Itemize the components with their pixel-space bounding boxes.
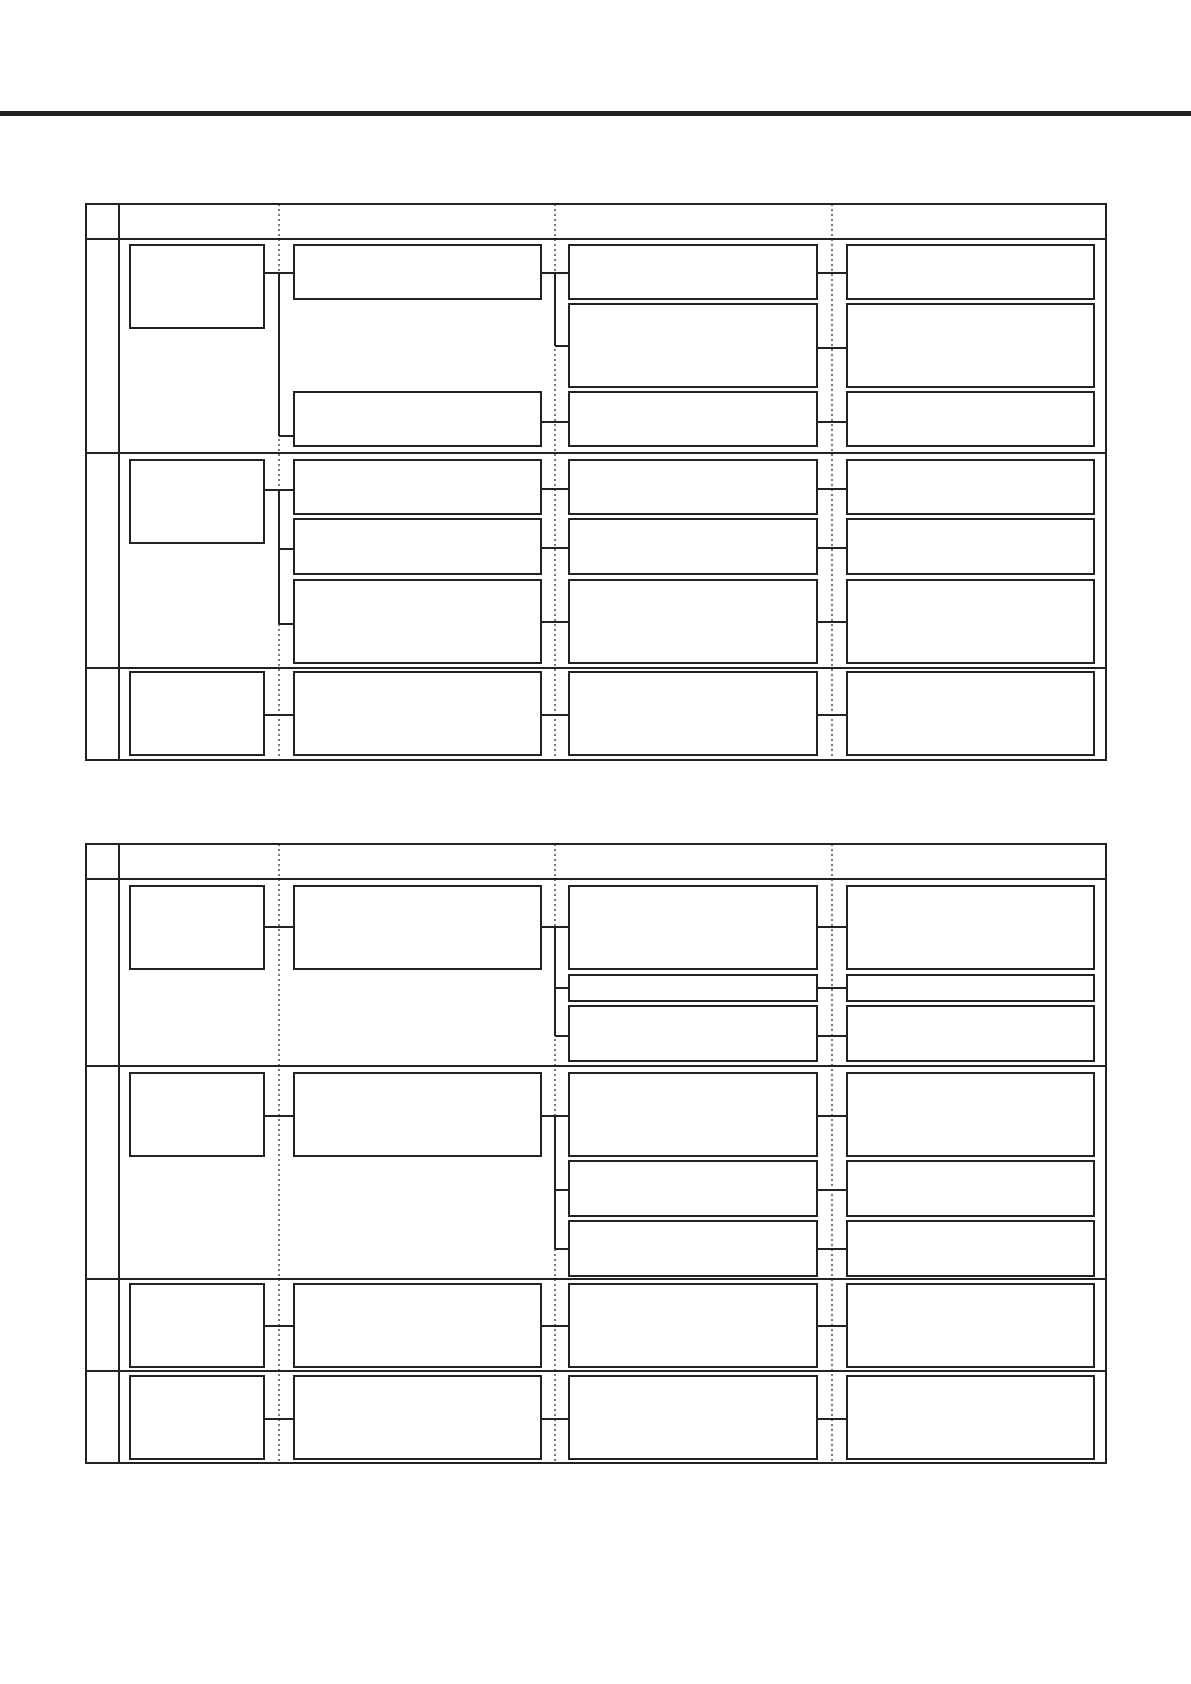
upper-r1-c2-box-2	[294, 392, 541, 446]
upper-r1-c3-box-2	[569, 304, 817, 387]
lower-r2-c4-box-3	[847, 1221, 1094, 1276]
upper-r1-c4-box-1	[847, 245, 1094, 299]
lower-r1-c3-box-1	[569, 886, 817, 969]
upper-r2-c3-box-3	[569, 580, 817, 663]
lower-r1-c3-box-3	[569, 1006, 817, 1061]
lower-r1-c4-box-1	[847, 886, 1094, 969]
upper-r1-c3-box-3	[569, 392, 817, 446]
lower-r1-c2-box	[294, 886, 541, 969]
upper-table	[86, 204, 1106, 760]
upper-r3-c3-box	[569, 672, 817, 755]
upper-r2-c4-box-3	[847, 580, 1094, 663]
lower-r1-c3-box-2	[569, 975, 817, 1001]
lower-r2-c3-box-2	[569, 1161, 817, 1216]
upper-r2-c2-box-1	[294, 460, 541, 514]
upper-r3-c2-box	[294, 672, 541, 755]
top-rule	[0, 111, 1191, 116]
lower-r1-c4-box-3	[847, 1006, 1094, 1061]
lower-r1-connectors	[264, 927, 847, 1036]
upper-r1-c2-box-1	[294, 245, 541, 299]
lower-r4-item-box	[130, 1376, 264, 1459]
upper-r2-c4-box-1	[847, 460, 1094, 514]
lower-r2-item-box	[130, 1073, 264, 1156]
lower-r2-c3-box-3	[569, 1221, 817, 1276]
upper-r1-c3-box-1	[569, 245, 817, 299]
lower-r2-c3-box-1	[569, 1073, 817, 1156]
upper-r1-c4-box-3	[847, 392, 1094, 446]
upper-r2-c4-box-2	[847, 519, 1094, 574]
upper-r3-item-box	[130, 672, 264, 755]
lower-r3-c3-box	[569, 1284, 817, 1367]
upper-r1-item-box	[130, 245, 264, 328]
lower-r3-item-box	[130, 1284, 264, 1367]
lower-r1-c4-box-2	[847, 975, 1094, 1001]
lower-r3-c2-box	[294, 1284, 541, 1367]
upper-r2-c2-box-2	[294, 519, 541, 574]
lower-r2-connectors	[264, 1116, 847, 1249]
lower-r2-c4-box-1	[847, 1073, 1094, 1156]
lower-r3-c4-box	[847, 1284, 1094, 1367]
lower-r1-item-box	[130, 886, 264, 969]
lower-r2-c2-box	[294, 1073, 541, 1156]
upper-r2-c2-box-3	[294, 580, 541, 663]
upper-table-frame	[86, 204, 1106, 760]
lower-r2-c4-box-2	[847, 1161, 1094, 1216]
upper-r1-c4-box-2	[847, 304, 1094, 387]
lower-r4-c4-box	[847, 1376, 1094, 1459]
upper-r2-item-box	[130, 460, 264, 543]
lower-r4-c2-box	[294, 1376, 541, 1459]
lower-r4-c3-box	[569, 1376, 817, 1459]
lower-table	[86, 844, 1106, 1463]
upper-r2-c3-box-1	[569, 460, 817, 514]
upper-r2-c3-box-2	[569, 519, 817, 574]
upper-r3-c4-box	[847, 672, 1094, 755]
